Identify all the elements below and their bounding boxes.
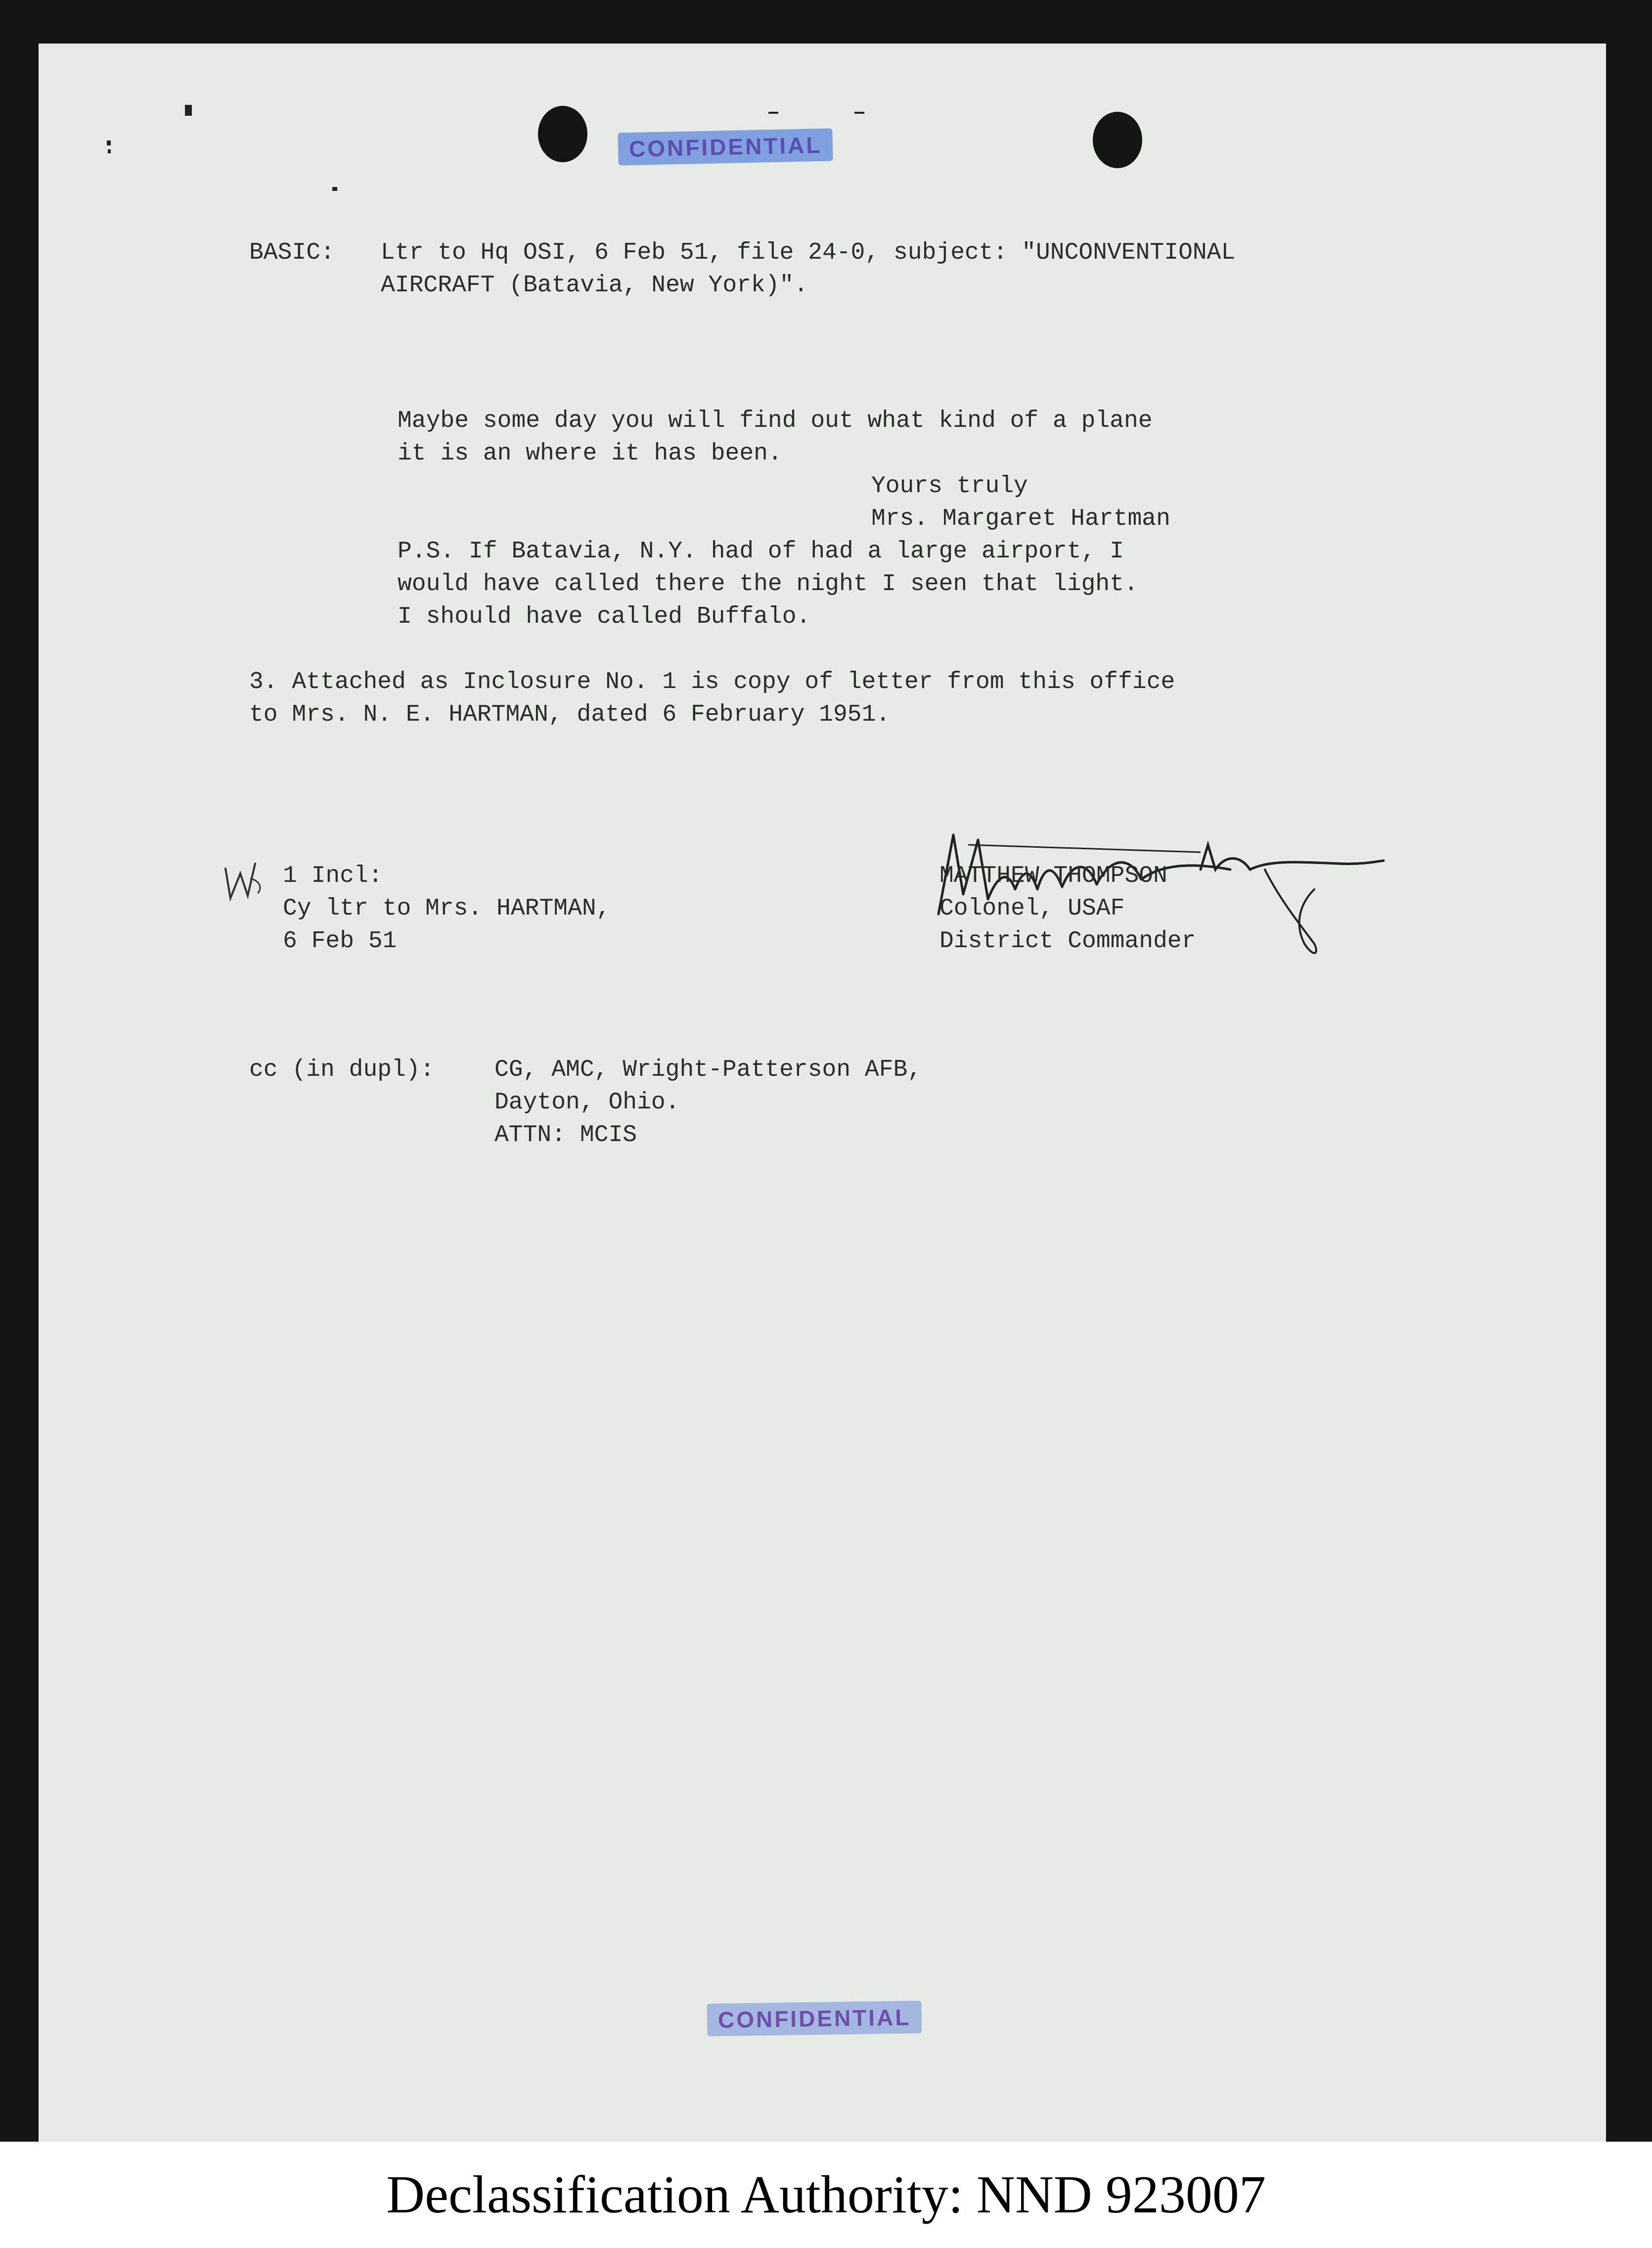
signer-position: District Commander (939, 928, 1196, 955)
ink-speck (768, 112, 778, 114)
signer-rank: Colonel, USAF (939, 895, 1125, 922)
basic-reference-line: Ltr to Hq OSI, 6 Feb 51, file 24-0, subject: "UNCONVENTIONAL (381, 239, 1236, 266)
cc-recipient-line: Dayton, Ohio. (494, 1089, 680, 1116)
ink-speck (185, 105, 192, 116)
quoted-letter-line: Maybe some day you will find out what kind of a plane (398, 408, 1153, 434)
confidential-stamp-bottom: CONFIDENTIAL (707, 2001, 922, 2036)
quoted-letter-signer: Mrs. Margaret Hartman (871, 505, 1170, 532)
cc-label: cc (in dupl): (249, 1056, 435, 1083)
punch-hole-right (1093, 112, 1142, 168)
ink-speck (107, 140, 111, 145)
inclosure-label: 1 Incl: (283, 863, 383, 889)
declassification-footer: Declassification Authority: NND 923007 (386, 2165, 1266, 2224)
confidential-stamp-top: CONFIDENTIAL (618, 128, 833, 165)
quoted-letter-line: it is an where it has been. (398, 440, 782, 467)
postscript-line: would have called there the night I seen that light. (398, 571, 1138, 597)
inclosure-line: Cy ltr to Mrs. HARTMAN, (283, 895, 611, 922)
inclosure-line: 6 Feb 51 (283, 928, 397, 955)
document-page (39, 44, 1606, 2142)
basic-label: BASIC: (249, 239, 335, 266)
ink-speck (108, 149, 111, 153)
postscript-line: P.S. If Batavia, N.Y. had of had a large airport, I (398, 538, 1124, 565)
quoted-letter-closing: Yours truly (871, 473, 1028, 500)
cc-recipient-line: CG, AMC, Wright-Patterson AFB, (494, 1056, 922, 1083)
basic-reference-line: AIRCRAFT (Batavia, New York)". (381, 272, 808, 299)
handwritten-check-mark (221, 859, 265, 913)
paragraph-3-line: 3. Attached as Inclosure No. 1 is copy of letter from this office (249, 669, 1175, 695)
punch-hole-left (538, 106, 587, 162)
postscript-line: I should have called Buffalo. (398, 603, 811, 630)
signer-name: MATTHEW THOMPSON (939, 863, 1167, 889)
paragraph-3-line: to Mrs. N. E. HARTMAN, dated 6 February 1951. (249, 701, 891, 728)
ink-speck (332, 187, 337, 191)
ink-speck (854, 112, 864, 114)
cc-recipient-line: ATTN: MCIS (494, 1122, 637, 1148)
